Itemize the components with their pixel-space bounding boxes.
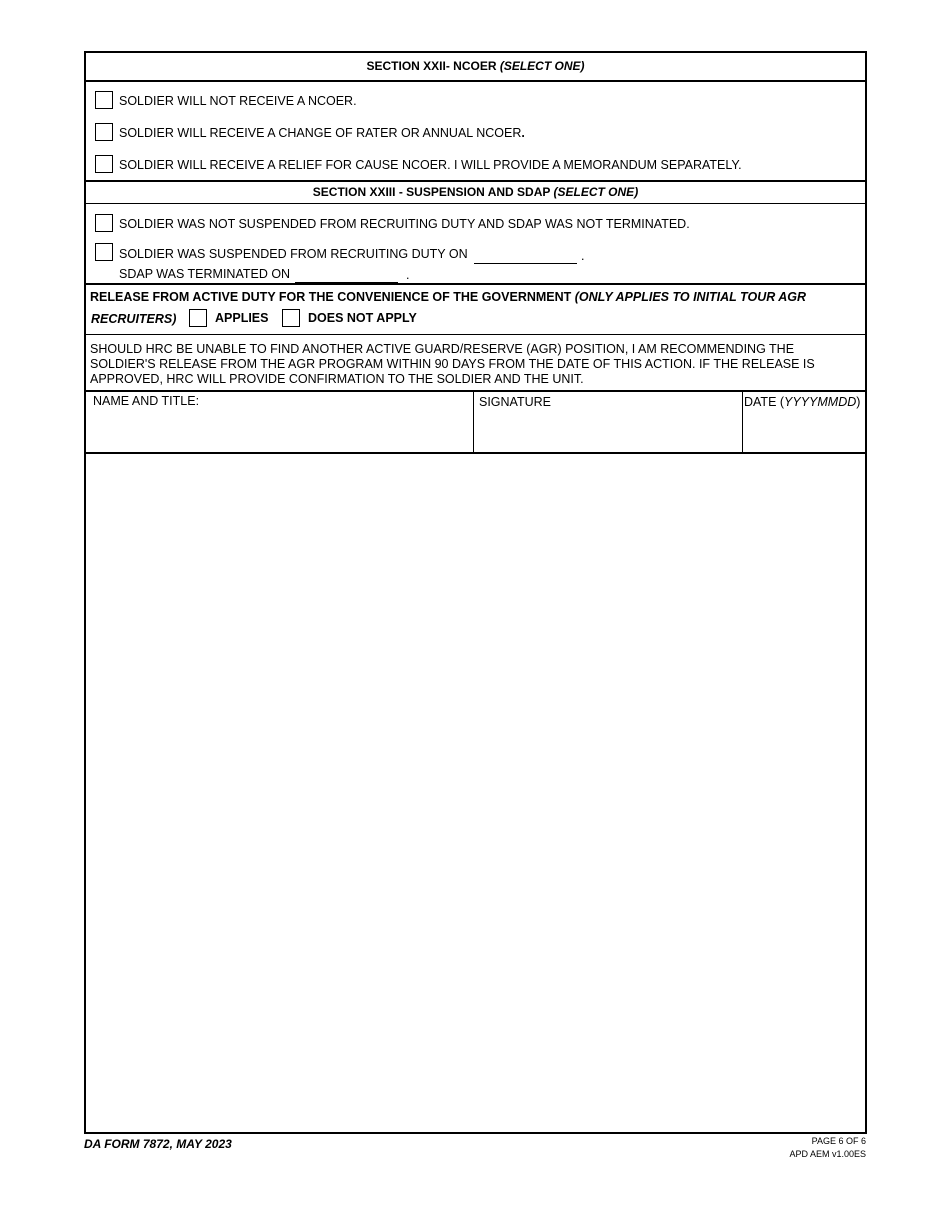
signature-field[interactable] [476, 411, 740, 451]
suspended-checkbox[interactable] [95, 243, 113, 261]
signature-label: SIGNATURE [479, 395, 551, 409]
page-info [789, 1135, 866, 1161]
version-label: APD AEM v1.00ES [789, 1149, 866, 1159]
date-label: DATE (YYYYMMDD) [744, 395, 861, 409]
suspended-label: SOLDIER WAS SUSPENDED FROM RECRUITING DUTY ON [119, 247, 468, 261]
divider [86, 180, 865, 182]
name-title-field[interactable] [88, 411, 470, 451]
column-divider [473, 391, 474, 452]
suspension-date-field[interactable] [474, 251, 577, 264]
period: . [581, 249, 585, 263]
section-xxii-title: SECTION XXII- NCOER (SELECT ONE) [366, 59, 585, 73]
column-divider [742, 391, 743, 452]
ncoer-option-3-label: SOLDIER WILL RECEIVE A RELIEF FOR CAUSE NCOER. I WILL PROVIDE A MEMORANDUM SEPARATELY. [119, 158, 742, 172]
divider [86, 390, 865, 392]
sdap-termination-date-field[interactable] [295, 270, 398, 283]
ncoer-no-ncoer-checkbox[interactable] [95, 91, 113, 109]
divider [86, 80, 865, 82]
release-title: RELEASE FROM ACTIVE DUTY FOR THE CONVENIENCE OF THE GOVERNMENT (ONLY APPLIES TO INITIAL TOUR AGR [90, 290, 807, 304]
page-number: PAGE 6 OF 6 [811, 1136, 866, 1146]
period: . [406, 268, 410, 282]
ncoer-change-of-rater-checkbox[interactable] [95, 123, 113, 141]
name-title-label: NAME AND TITLE: [93, 394, 200, 408]
divider [86, 334, 865, 335]
does-not-apply-checkbox[interactable] [282, 309, 300, 327]
divider [86, 283, 865, 285]
does-not-apply-label: DOES NOT APPLY [308, 311, 417, 325]
section-xxiii-title: SECTION XXIII - SUSPENSION AND SDAP (SELECT ONE) [312, 185, 639, 199]
release-note-continued: RECRUITERS) [91, 312, 177, 326]
date-field[interactable] [745, 411, 863, 451]
applies-checkbox[interactable] [189, 309, 207, 327]
blank-remarks-area[interactable] [88, 456, 862, 1126]
release-paragraph: SHOULD HRC BE UNABLE TO FIND ANOTHER ACTIVE GUARD/RESERVE (AGR) POSITION, I AM RECOMMENDING THE SOLDIER'S RELEASE FROM THE AGR PROGRAM WITHIN 90 DAYS FROM THE DATE OF THIS ACTION. IF THE RELEASE IS APPROVED, HRC WILL PROVIDE CONFIRMATION TO THE SOLDIER AND THE UNIT. [90, 342, 815, 386]
sdap-terminated-label: SDAP WAS TERMINATED ON [119, 267, 291, 281]
not-suspended-label: SOLDIER WAS NOT SUSPENDED FROM RECRUITING DUTY AND SDAP WAS NOT TERMINATED. [119, 217, 690, 231]
form-page [84, 51, 867, 1134]
divider [86, 203, 865, 204]
ncoer-option-1-label: SOLDIER WILL NOT RECEIVE A NCOER. [119, 94, 357, 108]
form-identifier: DA FORM 7872, MAY 2023 [84, 1137, 232, 1151]
not-suspended-checkbox[interactable] [95, 214, 113, 232]
ncoer-option-2-label: SOLDIER WILL RECEIVE A CHANGE OF RATER OR ANNUAL NCOER. [119, 126, 525, 140]
ncoer-relief-for-cause-checkbox[interactable] [95, 155, 113, 173]
divider [86, 452, 865, 454]
applies-label: APPLIES [215, 311, 269, 325]
